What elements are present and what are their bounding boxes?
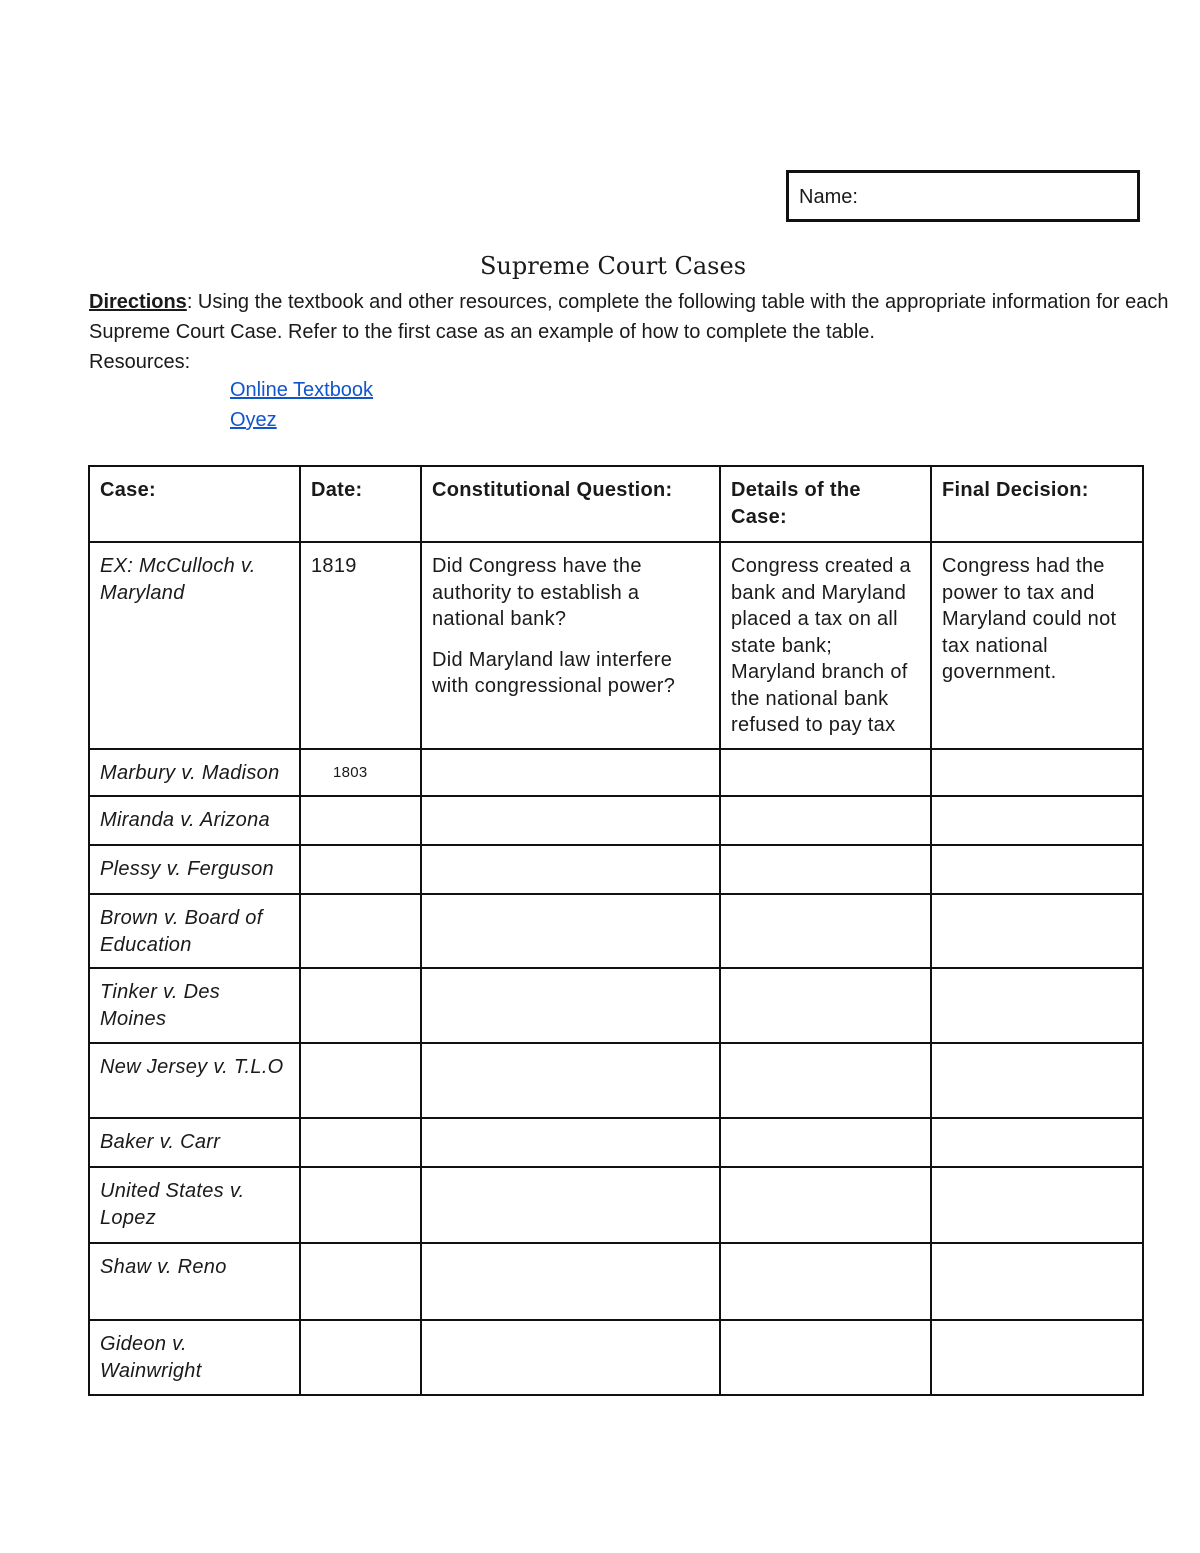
details-cell[interactable] bbox=[720, 1043, 931, 1118]
example-question-1: Did Congress have the authority to establish a national bank? bbox=[432, 555, 642, 630]
table-row bbox=[89, 845, 1143, 894]
header-final-decision: Final Decision: bbox=[931, 466, 1143, 542]
question-cell[interactable] bbox=[421, 968, 720, 1043]
case-name-cell: Tinker v. Des Moines bbox=[89, 968, 300, 1043]
table-row bbox=[89, 1167, 1143, 1243]
header-case: Case: bbox=[89, 466, 300, 542]
decision-cell[interactable] bbox=[931, 749, 1143, 796]
date-cell[interactable] bbox=[300, 894, 421, 968]
example-question-2: Did Maryland law interfere with congressional power? bbox=[432, 648, 676, 697]
question-cell[interactable] bbox=[421, 749, 720, 796]
example-question bbox=[421, 542, 720, 749]
table-row bbox=[89, 1118, 1143, 1167]
table-row bbox=[89, 1043, 1143, 1118]
details-cell[interactable] bbox=[720, 1118, 931, 1167]
example-details: Congress created a bank and Maryland placed a tax on all state bank; Maryland branch of the national bank refused to pay tax bbox=[720, 542, 931, 749]
case-name-cell: Baker v. Carr bbox=[89, 1118, 300, 1167]
table-row bbox=[89, 894, 1143, 968]
date-cell[interactable] bbox=[300, 1243, 421, 1320]
resources-label: Resources: bbox=[89, 351, 191, 373]
name-label: Name: bbox=[799, 186, 858, 208]
case-name-cell: New Jersey v. T.L.O bbox=[89, 1043, 300, 1118]
header-details: Details of the Case: bbox=[720, 466, 931, 542]
date-cell[interactable] bbox=[300, 1167, 421, 1243]
date-cell[interactable] bbox=[300, 796, 421, 845]
details-cell[interactable] bbox=[720, 749, 931, 796]
case-name-cell: Brown v. Board of Education bbox=[89, 894, 300, 968]
case-name-cell: Shaw v. Reno bbox=[89, 1243, 300, 1320]
decision-cell[interactable] bbox=[931, 1043, 1143, 1118]
date-cell[interactable] bbox=[300, 1118, 421, 1167]
table-row bbox=[89, 1243, 1143, 1320]
directions-label: Directions bbox=[89, 291, 187, 313]
online-textbook-link[interactable]: Online Textbook bbox=[230, 379, 374, 401]
case-name-cell: Gideon v. Wainwright bbox=[89, 1320, 300, 1395]
decision-cell[interactable] bbox=[931, 1243, 1143, 1320]
date-cell[interactable] bbox=[300, 1320, 421, 1395]
directions-text: : Using the textbook and other resources, complete the following table with the appropriate information for each Supreme Court Case. Refer to the first case as an example of how to complete the table. bbox=[89, 291, 1169, 343]
details-cell[interactable] bbox=[720, 845, 931, 894]
details-cell[interactable] bbox=[720, 1167, 931, 1243]
details-cell[interactable] bbox=[720, 968, 931, 1043]
question-cell[interactable] bbox=[421, 845, 720, 894]
question-cell[interactable] bbox=[421, 894, 720, 968]
example-decision: Congress had the power to tax and Maryland could not tax national government. bbox=[931, 542, 1143, 749]
details-cell[interactable] bbox=[720, 1320, 931, 1395]
question-cell[interactable] bbox=[421, 1320, 720, 1395]
directions bbox=[89, 287, 1169, 377]
table-row bbox=[89, 749, 1143, 796]
cases-table bbox=[88, 465, 1144, 1396]
question-cell[interactable] bbox=[421, 1043, 720, 1118]
decision-cell[interactable] bbox=[931, 796, 1143, 845]
case-name-cell: Miranda v. Arizona bbox=[89, 796, 300, 845]
table-header-row bbox=[89, 466, 1143, 542]
case-name-cell: United States v. Lopez bbox=[89, 1167, 300, 1243]
case-name-cell: Marbury v. Madison bbox=[89, 749, 300, 796]
header-date: Date: bbox=[300, 466, 421, 542]
example-date: 1819 bbox=[300, 542, 421, 749]
question-cell[interactable] bbox=[421, 1167, 720, 1243]
question-cell[interactable] bbox=[421, 796, 720, 845]
table-row bbox=[89, 1320, 1143, 1395]
decision-cell[interactable] bbox=[931, 968, 1143, 1043]
table-row bbox=[89, 796, 1143, 845]
details-cell[interactable] bbox=[720, 796, 931, 845]
oyez-link[interactable]: Oyez bbox=[230, 409, 277, 431]
example-row bbox=[89, 542, 1143, 749]
date-cell[interactable]: 1803 bbox=[300, 749, 421, 796]
decision-cell[interactable] bbox=[931, 1118, 1143, 1167]
question-cell[interactable] bbox=[421, 1243, 720, 1320]
date-cell[interactable] bbox=[300, 968, 421, 1043]
details-cell[interactable] bbox=[720, 894, 931, 968]
question-cell[interactable] bbox=[421, 1118, 720, 1167]
decision-cell[interactable] bbox=[931, 894, 1143, 968]
resources-links bbox=[230, 375, 373, 435]
case-name-cell: Plessy v. Ferguson bbox=[89, 845, 300, 894]
decision-cell[interactable] bbox=[931, 845, 1143, 894]
decision-cell[interactable] bbox=[931, 1320, 1143, 1395]
name-field[interactable] bbox=[786, 170, 1140, 222]
table-row bbox=[89, 968, 1143, 1043]
decision-cell[interactable] bbox=[931, 1167, 1143, 1243]
date-cell[interactable] bbox=[300, 1043, 421, 1118]
header-constitutional-question: Constitutional Question: bbox=[421, 466, 720, 542]
details-cell[interactable] bbox=[720, 1243, 931, 1320]
date-cell[interactable] bbox=[300, 845, 421, 894]
page-title: Supreme Court Cases bbox=[479, 252, 747, 280]
example-case: EX: McCulloch v. Maryland bbox=[89, 542, 300, 749]
